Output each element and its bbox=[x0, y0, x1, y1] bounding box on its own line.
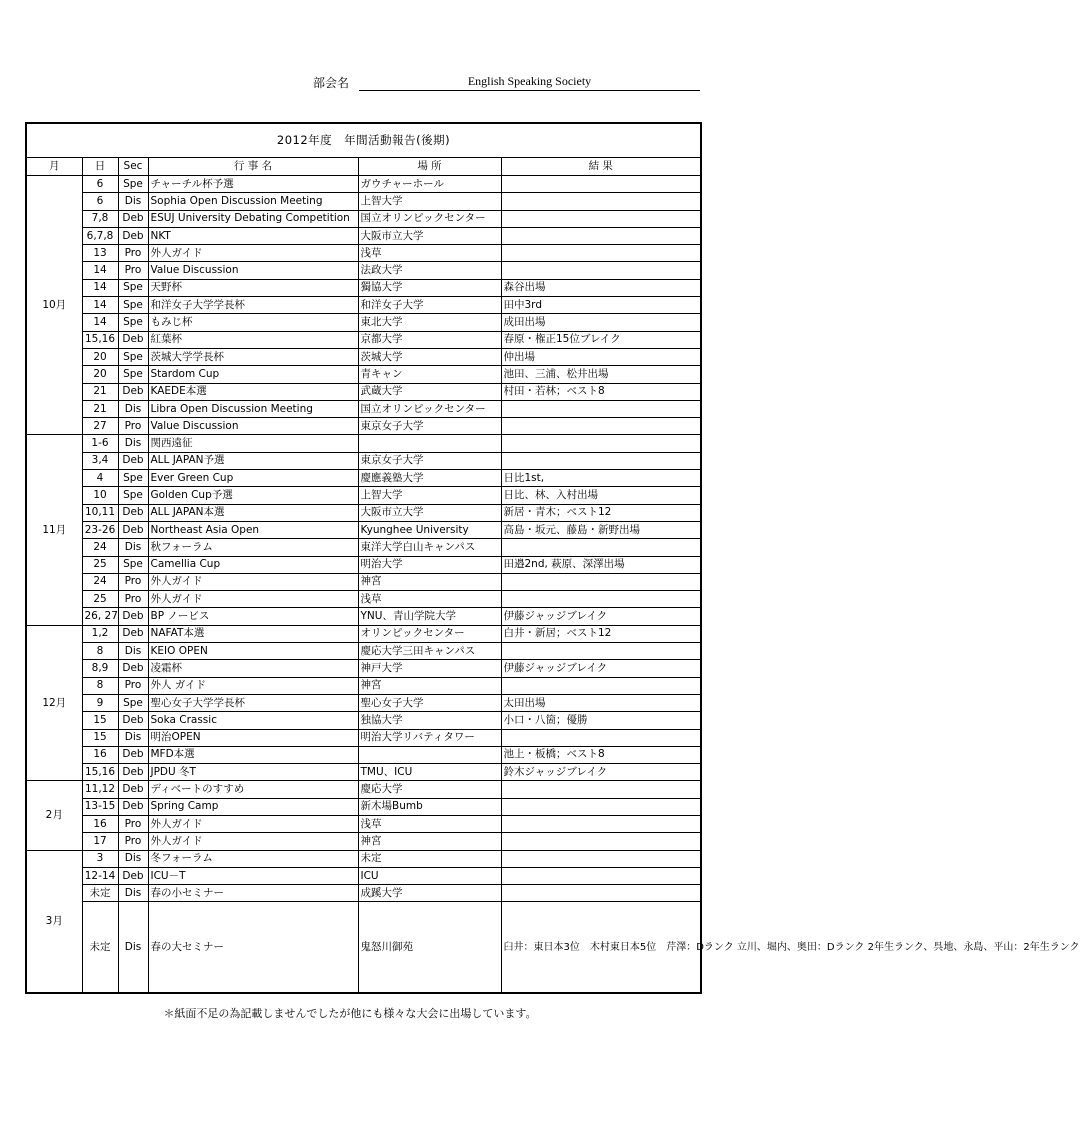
result-cell bbox=[501, 781, 701, 798]
place-cell: 未定 bbox=[358, 850, 501, 867]
result-cell: 新居・青木；ベスト12 bbox=[501, 504, 701, 521]
place-cell: 成蹊大学 bbox=[358, 885, 501, 902]
club-name-line bbox=[313, 74, 700, 92]
event-cell: Soka Crassic bbox=[148, 712, 358, 729]
table-row bbox=[26, 245, 701, 262]
place-cell: 神宮 bbox=[358, 833, 501, 850]
day-cell: 15 bbox=[82, 729, 118, 746]
day-cell: 未定 bbox=[82, 902, 118, 994]
place-cell: 茨城大学 bbox=[358, 348, 501, 365]
section-cell: Dis bbox=[118, 400, 148, 417]
event-cell: 外人ガイド bbox=[148, 815, 358, 832]
event-cell: ディベートのすすめ bbox=[148, 781, 358, 798]
day-cell: 6 bbox=[82, 176, 118, 193]
section-cell: Dis bbox=[118, 435, 148, 452]
day-cell: 15 bbox=[82, 712, 118, 729]
event-cell: MFD本選 bbox=[148, 746, 358, 763]
table-row bbox=[26, 279, 701, 296]
place-cell: 慶應義塾大学 bbox=[358, 470, 501, 487]
section-cell: Pro bbox=[118, 418, 148, 435]
day-cell: 20 bbox=[82, 348, 118, 365]
club-name: English Speaking Society bbox=[467, 74, 592, 88]
day-cell: 1,2 bbox=[82, 625, 118, 642]
footnote: ＊紙面不足の為記載しませんでしたが他にも様々な大会に出場しています。 bbox=[163, 1007, 537, 1020]
event-cell: 春の小セミナー bbox=[148, 885, 358, 902]
section-cell: Pro bbox=[118, 591, 148, 608]
day-cell: 9 bbox=[82, 694, 118, 711]
day-cell: 17 bbox=[82, 833, 118, 850]
section-cell: Spe bbox=[118, 176, 148, 193]
section-cell: Pro bbox=[118, 815, 148, 832]
section-cell: Deb bbox=[118, 712, 148, 729]
table-row bbox=[26, 643, 701, 660]
result-cell bbox=[501, 245, 701, 262]
table-row bbox=[26, 677, 701, 694]
section-cell: Dis bbox=[118, 885, 148, 902]
table-row bbox=[26, 798, 701, 815]
event-cell: ICU－T bbox=[148, 867, 358, 884]
table-row bbox=[26, 452, 701, 469]
result-cell bbox=[501, 591, 701, 608]
event-cell: Camellia Cup bbox=[148, 556, 358, 573]
day-cell: 14 bbox=[82, 297, 118, 314]
place-cell: 慶応大学三田キャンパス bbox=[358, 643, 501, 660]
section-cell: Deb bbox=[118, 452, 148, 469]
day-cell: 10 bbox=[82, 487, 118, 504]
day-cell: 14 bbox=[82, 314, 118, 331]
table-row bbox=[26, 193, 701, 210]
result-cell: 高島・坂元、藤島・新野出場 bbox=[501, 521, 701, 538]
result-cell: 仲出場 bbox=[501, 348, 701, 365]
section-cell: Spe bbox=[118, 314, 148, 331]
column-header-section: Sec bbox=[118, 158, 148, 176]
day-cell: 6,7,8 bbox=[82, 227, 118, 244]
place-cell: 浅草 bbox=[358, 815, 501, 832]
day-cell: 10,11 bbox=[82, 504, 118, 521]
section-cell: Spe bbox=[118, 556, 148, 573]
result-cell: 日比1st, bbox=[501, 470, 701, 487]
section-cell: Deb bbox=[118, 660, 148, 677]
place-cell: 獨協大学 bbox=[358, 279, 501, 296]
result-cell bbox=[501, 176, 701, 193]
table-row bbox=[26, 348, 701, 365]
column-header-result: 結 果 bbox=[501, 158, 701, 176]
column-header-month: 月 bbox=[26, 158, 82, 176]
event-cell: Value Discussion bbox=[148, 262, 358, 279]
result-cell bbox=[501, 262, 701, 279]
day-cell: 13 bbox=[82, 245, 118, 262]
event-cell: 冬フォーラム bbox=[148, 850, 358, 867]
day-cell: 1-6 bbox=[82, 435, 118, 452]
day-cell: 7,8 bbox=[82, 210, 118, 227]
event-cell: KAEDE本選 bbox=[148, 383, 358, 400]
place-cell: TMU、ICU bbox=[358, 764, 501, 781]
place-cell: 大阪市立大学 bbox=[358, 504, 501, 521]
result-cell bbox=[501, 418, 701, 435]
result-cell bbox=[501, 210, 701, 227]
table-row bbox=[26, 297, 701, 314]
result-cell bbox=[501, 193, 701, 210]
month-cell: 3月 bbox=[26, 850, 82, 993]
section-cell: Pro bbox=[118, 573, 148, 590]
place-cell: 新木場Bumb bbox=[358, 798, 501, 815]
place-cell: 上智大学 bbox=[358, 193, 501, 210]
section-cell: Deb bbox=[118, 227, 148, 244]
event-cell: 外人ガイド bbox=[148, 591, 358, 608]
place-cell: 独協大学 bbox=[358, 712, 501, 729]
result-cell: 池上・板橋；ベスト8 bbox=[501, 746, 701, 763]
place-cell: 慶応大学 bbox=[358, 781, 501, 798]
table-row bbox=[26, 521, 701, 538]
place-cell: 法政大学 bbox=[358, 262, 501, 279]
place-cell: オリンピックセンター bbox=[358, 625, 501, 642]
place-cell: 東京女子大学 bbox=[358, 418, 501, 435]
event-cell: 和洋女子大学学長杯 bbox=[148, 297, 358, 314]
place-cell: 聖心女子大学 bbox=[358, 694, 501, 711]
place-cell bbox=[358, 435, 501, 452]
section-cell: Spe bbox=[118, 470, 148, 487]
section-cell: Pro bbox=[118, 677, 148, 694]
day-cell: 8 bbox=[82, 677, 118, 694]
result-cell bbox=[501, 815, 701, 832]
day-cell: 24 bbox=[82, 539, 118, 556]
section-cell: Spe bbox=[118, 694, 148, 711]
section-cell: Deb bbox=[118, 331, 148, 348]
result-cell: 村田・若林；ベスト8 bbox=[501, 383, 701, 400]
day-cell: 27 bbox=[82, 418, 118, 435]
month-cell: 2月 bbox=[26, 781, 82, 850]
place-cell: YNU、青山学院大学 bbox=[358, 608, 501, 625]
table-row bbox=[26, 781, 701, 798]
result-cell: 田中3rd bbox=[501, 297, 701, 314]
table-row bbox=[26, 227, 701, 244]
section-cell: Deb bbox=[118, 764, 148, 781]
day-cell: 8,9 bbox=[82, 660, 118, 677]
event-cell: Sophia Open Discussion Meeting bbox=[148, 193, 358, 210]
day-cell: 23-26 bbox=[82, 521, 118, 538]
day-cell: 26, 27 bbox=[82, 608, 118, 625]
table-row bbox=[26, 435, 701, 452]
event-cell: 春の大セミナー bbox=[148, 902, 358, 994]
section-cell: Deb bbox=[118, 521, 148, 538]
column-header-place: 場 所 bbox=[358, 158, 501, 176]
event-cell: 外人ガイド bbox=[148, 573, 358, 590]
event-cell: チャーチル杯予選 bbox=[148, 176, 358, 193]
event-cell: Golden Cup予選 bbox=[148, 487, 358, 504]
place-cell: 武蔵大学 bbox=[358, 383, 501, 400]
result-cell: 春原・権正15位ブレイク bbox=[501, 331, 701, 348]
event-cell: Northeast Asia Open bbox=[148, 521, 358, 538]
table-row bbox=[26, 660, 701, 677]
month-cell: 12月 bbox=[26, 625, 82, 781]
result-cell bbox=[501, 573, 701, 590]
event-cell: 外人 ガイド bbox=[148, 677, 358, 694]
section-cell: Spe bbox=[118, 487, 148, 504]
event-cell: 茨城大学学長杯 bbox=[148, 348, 358, 365]
section-cell: Deb bbox=[118, 504, 148, 521]
club-label: 部会名 bbox=[313, 76, 350, 90]
day-cell: 20 bbox=[82, 366, 118, 383]
section-cell: Deb bbox=[118, 781, 148, 798]
section-cell: Spe bbox=[118, 279, 148, 296]
section-cell: Deb bbox=[118, 867, 148, 884]
table-header-row bbox=[26, 158, 701, 176]
result-cell: 森谷出場 bbox=[501, 279, 701, 296]
event-cell: 明治OPEN bbox=[148, 729, 358, 746]
day-cell: 6 bbox=[82, 193, 118, 210]
event-cell: もみじ杯 bbox=[148, 314, 358, 331]
table-row bbox=[26, 504, 701, 521]
day-cell: 14 bbox=[82, 279, 118, 296]
place-cell: 京都大学 bbox=[358, 331, 501, 348]
table-row bbox=[26, 712, 701, 729]
day-cell: 16 bbox=[82, 746, 118, 763]
table-row bbox=[26, 262, 701, 279]
section-cell: Deb bbox=[118, 798, 148, 815]
place-cell: 明治大学リバティタワー bbox=[358, 729, 501, 746]
section-cell: Spe bbox=[118, 366, 148, 383]
result-cell bbox=[501, 833, 701, 850]
place-cell: 鬼怒川御苑 bbox=[358, 902, 501, 994]
table-row bbox=[26, 400, 701, 417]
club-name-underline bbox=[359, 90, 700, 91]
section-cell: Deb bbox=[118, 608, 148, 625]
result-cell: 伊藤ジャッジブレイク bbox=[501, 608, 701, 625]
result-cell bbox=[501, 435, 701, 452]
event-cell: 天野杯 bbox=[148, 279, 358, 296]
day-cell: 3 bbox=[82, 850, 118, 867]
place-cell: ガウチャーホール bbox=[358, 176, 501, 193]
table-row bbox=[26, 729, 701, 746]
table-title-row bbox=[26, 123, 701, 158]
result-cell bbox=[501, 850, 701, 867]
event-cell: 外人ガイド bbox=[148, 833, 358, 850]
table-row bbox=[26, 383, 701, 400]
section-cell: Deb bbox=[118, 383, 148, 400]
table-row bbox=[26, 176, 701, 193]
table-row bbox=[26, 539, 701, 556]
day-cell: 15,16 bbox=[82, 764, 118, 781]
event-cell: 関西遠征 bbox=[148, 435, 358, 452]
place-cell: 浅草 bbox=[358, 591, 501, 608]
column-header-event: 行 事 名 bbox=[148, 158, 358, 176]
day-cell: 24 bbox=[82, 573, 118, 590]
table-row bbox=[26, 746, 701, 763]
place-cell: 国立オリンピックセンター bbox=[358, 400, 501, 417]
section-cell: Pro bbox=[118, 245, 148, 262]
section-cell: Deb bbox=[118, 210, 148, 227]
table-row bbox=[26, 850, 701, 867]
day-cell: 3,4 bbox=[82, 452, 118, 469]
event-cell: ESUJ University Debating Competition bbox=[148, 210, 358, 227]
day-cell: 14 bbox=[82, 262, 118, 279]
result-cell bbox=[501, 885, 701, 902]
place-cell: 国立オリンピックセンター bbox=[358, 210, 501, 227]
table-row bbox=[26, 556, 701, 573]
place-cell: 上智大学 bbox=[358, 487, 501, 504]
result-cell bbox=[501, 400, 701, 417]
table-row bbox=[26, 885, 701, 902]
result-cell: 白井・新居；ベスト12 bbox=[501, 625, 701, 642]
day-cell: 未定 bbox=[82, 885, 118, 902]
table-row bbox=[26, 833, 701, 850]
place-cell: 青キャン bbox=[358, 366, 501, 383]
table-row bbox=[26, 764, 701, 781]
event-cell: BP ノービス bbox=[148, 608, 358, 625]
day-cell: 25 bbox=[82, 556, 118, 573]
result-cell: 田邉2nd, 萩原、深澤出場 bbox=[501, 556, 701, 573]
result-cell: 伊藤ジャッジブレイク bbox=[501, 660, 701, 677]
table-row bbox=[26, 591, 701, 608]
month-cell: 11月 bbox=[26, 435, 82, 625]
section-cell: Deb bbox=[118, 746, 148, 763]
result-cell bbox=[501, 677, 701, 694]
day-cell: 8 bbox=[82, 643, 118, 660]
place-cell: 神宮 bbox=[358, 677, 501, 694]
result-cell: 日比、林、入村出場 bbox=[501, 487, 701, 504]
place-cell: 東北大学 bbox=[358, 314, 501, 331]
place-cell: 神戸大学 bbox=[358, 660, 501, 677]
section-cell: Dis bbox=[118, 729, 148, 746]
result-cell bbox=[501, 227, 701, 244]
event-cell: ALL JAPAN予選 bbox=[148, 452, 358, 469]
day-cell: 15,16 bbox=[82, 331, 118, 348]
place-cell: 東洋大学白山キャンパス bbox=[358, 539, 501, 556]
section-cell: Dis bbox=[118, 850, 148, 867]
section-cell: Spe bbox=[118, 348, 148, 365]
place-cell: 浅草 bbox=[358, 245, 501, 262]
table-row bbox=[26, 331, 701, 348]
table-row bbox=[26, 815, 701, 832]
result-cell bbox=[501, 643, 701, 660]
place-cell: 明治大学 bbox=[358, 556, 501, 573]
event-cell: 秋フォーラム bbox=[148, 539, 358, 556]
day-cell: 25 bbox=[82, 591, 118, 608]
event-cell: KEIO OPEN bbox=[148, 643, 358, 660]
column-header-day: 日 bbox=[82, 158, 118, 176]
place-cell: 和洋女子大学 bbox=[358, 297, 501, 314]
table-row bbox=[26, 487, 701, 504]
table-row bbox=[26, 366, 701, 383]
place-cell: ICU bbox=[358, 867, 501, 884]
result-cell: 池田、三浦、松井出場 bbox=[501, 366, 701, 383]
day-cell: 4 bbox=[82, 470, 118, 487]
table-row bbox=[26, 902, 701, 994]
table-row bbox=[26, 314, 701, 331]
result-cell bbox=[501, 798, 701, 815]
section-cell: Deb bbox=[118, 625, 148, 642]
result-cell: 成田出場 bbox=[501, 314, 701, 331]
event-cell: 凌霜杯 bbox=[148, 660, 358, 677]
table-row bbox=[26, 694, 701, 711]
result-cell: 小口・八箇；優勝 bbox=[501, 712, 701, 729]
result-cell bbox=[501, 452, 701, 469]
section-cell: Dis bbox=[118, 539, 148, 556]
result-cell bbox=[501, 867, 701, 884]
section-cell: Pro bbox=[118, 262, 148, 279]
event-cell: Stardom Cup bbox=[148, 366, 358, 383]
event-cell: 紅葉杯 bbox=[148, 331, 358, 348]
day-cell: 21 bbox=[82, 400, 118, 417]
place-cell: Kyunghee University bbox=[358, 521, 501, 538]
day-cell: 11,12 bbox=[82, 781, 118, 798]
place-cell bbox=[358, 746, 501, 763]
table-row bbox=[26, 625, 701, 642]
month-cell: 10月 bbox=[26, 176, 82, 435]
section-cell: Dis bbox=[118, 902, 148, 994]
table-row bbox=[26, 210, 701, 227]
place-cell: 東京女子大学 bbox=[358, 452, 501, 469]
section-cell: Pro bbox=[118, 833, 148, 850]
day-cell: 16 bbox=[82, 815, 118, 832]
event-cell: Value Discussion bbox=[148, 418, 358, 435]
table-title: 2012年度 年間活動報告(後期) bbox=[26, 123, 701, 158]
section-cell: Dis bbox=[118, 193, 148, 210]
table-row bbox=[26, 573, 701, 590]
table-row bbox=[26, 608, 701, 625]
event-cell: ALL JAPAN本選 bbox=[148, 504, 358, 521]
table-row bbox=[26, 867, 701, 884]
event-cell: 外人ガイド bbox=[148, 245, 358, 262]
event-cell: JPDU 冬T bbox=[148, 764, 358, 781]
result-cell bbox=[501, 729, 701, 746]
section-cell: Dis bbox=[118, 643, 148, 660]
table-row bbox=[26, 418, 701, 435]
result-cell: 太田出場 bbox=[501, 694, 701, 711]
result-cell: 臼井：東日本3位 木村東日本5位 芹澤：Dランク 立川、堀内、奥田：Dランク 2年生ランク、呉地、永島、平山：2年生ランク bbox=[501, 902, 701, 994]
result-cell: 鈴木ジャッジブレイク bbox=[501, 764, 701, 781]
event-cell: 聖心女子大学学長杯 bbox=[148, 694, 358, 711]
day-cell: 12-14 bbox=[82, 867, 118, 884]
section-cell: Spe bbox=[118, 297, 148, 314]
event-cell: NKT bbox=[148, 227, 358, 244]
day-cell: 21 bbox=[82, 383, 118, 400]
place-cell: 神宮 bbox=[358, 573, 501, 590]
day-cell: 13-15 bbox=[82, 798, 118, 815]
event-cell: Ever Green Cup bbox=[148, 470, 358, 487]
event-cell: Libra Open Discussion Meeting bbox=[148, 400, 358, 417]
event-cell: NAFAT本選 bbox=[148, 625, 358, 642]
event-cell: Spring Camp bbox=[148, 798, 358, 815]
table-row bbox=[26, 470, 701, 487]
place-cell: 大阪市立大学 bbox=[358, 227, 501, 244]
activity-report-table bbox=[25, 122, 1080, 994]
result-cell bbox=[501, 539, 701, 556]
